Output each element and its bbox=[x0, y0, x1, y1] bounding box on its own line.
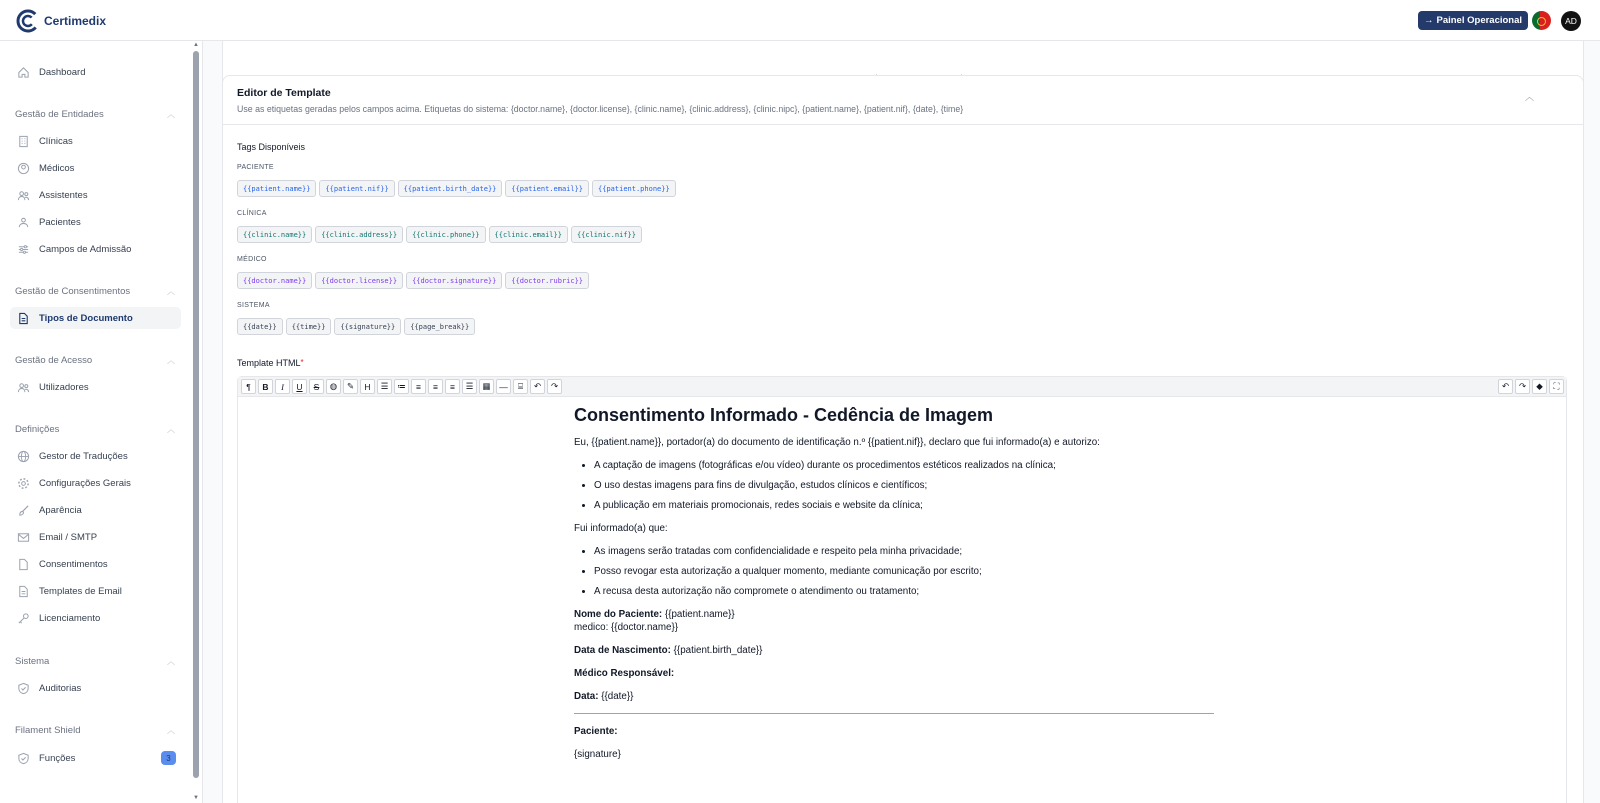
align-right-icon[interactable]: ≡ bbox=[445, 379, 460, 394]
sidebar-item-label: Consentimentos bbox=[39, 558, 108, 570]
tag-group-label: CLÍNICA bbox=[237, 210, 267, 217]
tag-chip[interactable]: {{clinic.nif}} bbox=[571, 226, 642, 243]
sidebar bbox=[0, 41, 203, 803]
scroll-down-icon[interactable]: ▼ bbox=[193, 795, 199, 801]
group-title: Gestão de Consentimentos bbox=[15, 286, 131, 297]
patient-name-line bbox=[574, 608, 1214, 634]
users-icon bbox=[16, 188, 30, 202]
section-title: Editor de Template bbox=[237, 87, 331, 99]
group-title: Definições bbox=[15, 424, 60, 435]
sidebar-scrollbar[interactable] bbox=[193, 51, 199, 778]
highlighter-icon[interactable]: ✎ bbox=[343, 379, 358, 394]
tag-chip[interactable]: {{patient.nif}} bbox=[319, 180, 394, 197]
sidebar-item-label: Aparência bbox=[39, 504, 82, 516]
italic-icon[interactable]: I bbox=[275, 379, 290, 394]
sidebar-item-tipos-documento[interactable] bbox=[10, 307, 181, 329]
bold-icon[interactable]: B bbox=[258, 379, 273, 394]
date-label: Data: bbox=[574, 691, 599, 702]
date-line bbox=[574, 690, 1214, 703]
chevron-up-icon: ︿ bbox=[167, 287, 175, 296]
sidebar-item-funcoes[interactable] bbox=[10, 747, 181, 769]
document-icon bbox=[16, 557, 30, 571]
tag-group-label: SISTEMA bbox=[237, 302, 270, 309]
template-html-label-text: Template HTML bbox=[237, 358, 301, 368]
document-intro: Eu, {{patient.name}}, portador(a) do documento de identificação n.º {{patient.nif}}, declaro que fui informado(a) e autorizo: bbox=[574, 437, 1100, 448]
document-icon bbox=[16, 311, 30, 325]
chevron-up-icon: ︿ bbox=[167, 657, 175, 666]
shield-check-icon bbox=[16, 681, 30, 695]
painel-operacional-label: Painel Operacional bbox=[1436, 15, 1523, 26]
sidebar-item-label: Assistentes bbox=[39, 189, 88, 201]
required-mark: * bbox=[300, 358, 304, 367]
scroll-up-icon[interactable]: ▲ bbox=[193, 42, 199, 48]
sidebar-item-consentimentos[interactable] bbox=[10, 553, 181, 575]
fullscreen-icon[interactable]: ⛶ bbox=[1549, 379, 1564, 394]
tag-chip[interactable]: {{doctor.name}} bbox=[237, 272, 312, 289]
document-title: Consentimento Informado - Cedência de Imagem bbox=[574, 405, 994, 425]
envelope-icon bbox=[16, 530, 30, 544]
tag-row-clinica bbox=[237, 226, 642, 243]
group-gestao-acesso[interactable] bbox=[15, 355, 175, 366]
align-left-icon[interactable]: ≡ bbox=[411, 379, 426, 394]
tag-chip[interactable]: {{doctor.signature}} bbox=[406, 272, 502, 289]
information-list bbox=[594, 545, 1214, 598]
section-header[interactable] bbox=[223, 76, 1583, 125]
sidebar-item-aparencia[interactable] bbox=[10, 499, 181, 521]
home-icon bbox=[16, 65, 30, 79]
redo-icon[interactable]: ↷ bbox=[1515, 379, 1530, 394]
undo-icon[interactable]: ↶ bbox=[1498, 379, 1513, 394]
user-circle-icon bbox=[16, 161, 30, 175]
ordered-list-icon[interactable]: ≔ bbox=[394, 379, 409, 394]
shield-check-icon bbox=[16, 751, 30, 765]
group-definicoes[interactable] bbox=[15, 424, 175, 435]
toolbar-right bbox=[1498, 379, 1564, 394]
key-icon bbox=[16, 611, 30, 625]
tag-group-label: MÉDICO bbox=[237, 256, 267, 263]
group-filament-shield[interactable] bbox=[15, 725, 175, 736]
list-item: • Posso revogar esta autorização a qualquer momento, mediante comunicação por escrito; bbox=[594, 565, 1214, 578]
sidebar-item-label: Auditorias bbox=[39, 682, 82, 694]
sidebar-item-label: Pacientes bbox=[39, 216, 81, 228]
list-item: • A recusa desta autorização não compromete o atendimento ou tratamento; bbox=[594, 585, 1214, 598]
certimedix-logo-icon bbox=[16, 9, 40, 33]
tag-chip[interactable]: {{clinic.phone}} bbox=[406, 226, 485, 243]
template-editor-section bbox=[222, 75, 1584, 803]
informed-heading: Fui informado(a) que: bbox=[574, 523, 668, 534]
sidebar-item-label: Tipos de Documento bbox=[39, 312, 133, 324]
sidebar-item-label: Licenciamento bbox=[39, 612, 101, 624]
source-code-icon[interactable]: ⌸ bbox=[513, 379, 528, 394]
sidebar-item-label: Gestor de Traduções bbox=[39, 450, 128, 462]
sidebar-item-label: Campos de Admissão bbox=[39, 243, 132, 255]
tag-chip[interactable]: {{clinic.address}} bbox=[315, 226, 403, 243]
globe-icon bbox=[16, 449, 30, 463]
sidebar-item-label: Médicos bbox=[39, 162, 75, 174]
sidebar-item-medicos[interactable] bbox=[10, 157, 181, 179]
horizontal-rule-icon[interactable]: — bbox=[496, 379, 511, 394]
list-item: • As imagens serão tratadas com confidencialidade e respeito pela minha privacidade; bbox=[594, 545, 1214, 558]
sidebar-item-auditorias[interactable] bbox=[10, 677, 181, 699]
tag-chip[interactable]: {{patient.name}} bbox=[237, 180, 316, 197]
medico-line: medico: {{doctor.name}} bbox=[574, 622, 679, 633]
chevron-up-icon: ︿ bbox=[167, 726, 175, 735]
group-title: Gestão de Entidades bbox=[15, 109, 104, 120]
tag-row-medico bbox=[237, 272, 589, 289]
sidebar-item-campos-admissao[interactable] bbox=[10, 238, 181, 260]
tag-chip[interactable]: {{clinic.name}} bbox=[237, 226, 312, 243]
chevron-up-icon: ︿ bbox=[167, 425, 175, 434]
birth-date-label: Data de Nascimento: bbox=[574, 645, 671, 656]
doctor-label: Médico Responsável: bbox=[574, 668, 675, 679]
sidebar-item-clinicas[interactable] bbox=[10, 130, 181, 152]
paragraph-icon[interactable]: ¶ bbox=[241, 379, 256, 394]
paintbrush-icon bbox=[16, 503, 30, 517]
list-item: • O uso destas imagens para fins de divulgação, estudos clínicos e científicos; bbox=[594, 479, 1214, 492]
user-avatar[interactable]: AD bbox=[1561, 11, 1581, 31]
tag-chip[interactable]: {{signature}} bbox=[334, 318, 401, 335]
painel-operacional-button[interactable] bbox=[1418, 11, 1528, 30]
signature-placeholder: {signature} bbox=[574, 749, 621, 760]
sidebar-item-email-smtp[interactable] bbox=[10, 526, 181, 548]
align-justify-icon[interactable]: ☰ bbox=[462, 379, 477, 394]
chevron-up-icon: ︿ bbox=[167, 110, 175, 119]
tag-chip[interactable]: {{doctor.rubric}} bbox=[505, 272, 589, 289]
brand-logo[interactable] bbox=[16, 9, 106, 33]
patient-label: Paciente: bbox=[574, 726, 618, 737]
tags-title: Tags Disponíveis bbox=[237, 142, 306, 152]
group-gestao-consentimentos[interactable] bbox=[15, 286, 175, 297]
sidebar-item-assistentes[interactable] bbox=[10, 184, 181, 206]
strikethrough-icon[interactable]: S bbox=[309, 379, 324, 394]
section-description: Use as etiquetas geradas pelos campos acima. Etiquetas do sistema: {doctor.name}, {doctor.license}, {clinic.name}, {clinic.address}, {clinic.nipc}, {patient.name}, {patient.nif}, {date}, {time} bbox=[237, 104, 964, 114]
divider bbox=[574, 713, 1214, 714]
building-icon bbox=[16, 134, 30, 148]
group-gestao-entidades[interactable] bbox=[15, 109, 175, 120]
sidebar-item-label: Utilizadores bbox=[39, 381, 89, 393]
tag-chip[interactable]: {{doctor.license}} bbox=[315, 272, 403, 289]
birth-date-value: {{patient.birth_date}} bbox=[673, 645, 763, 656]
rich-text-editor[interactable] bbox=[237, 376, 1567, 803]
palette-icon[interactable]: ◍ bbox=[326, 379, 341, 394]
arrow-right-icon: → bbox=[1424, 15, 1434, 26]
tag-chip[interactable]: {{time}} bbox=[286, 318, 332, 335]
top-bar bbox=[0, 0, 1600, 41]
tag-chip[interactable]: {{patient.email}} bbox=[505, 180, 589, 197]
editor-toolbar bbox=[238, 377, 1566, 397]
toolbar-left bbox=[241, 379, 562, 394]
document-text-icon bbox=[16, 584, 30, 598]
document-content[interactable] bbox=[574, 405, 1214, 771]
align-center-icon[interactable]: ≡ bbox=[428, 379, 443, 394]
tag-row-paciente bbox=[237, 180, 676, 197]
brand-name: Certimedix bbox=[44, 14, 107, 28]
sidebar-item-configuracoes-gerais[interactable] bbox=[10, 472, 181, 494]
chevron-up-icon: ︿ bbox=[167, 356, 175, 365]
tag-chip[interactable]: {{patient.birth_date}} bbox=[398, 180, 503, 197]
doctor-line bbox=[574, 667, 1214, 680]
tag-chip[interactable]: {{clinic.email}} bbox=[489, 226, 568, 243]
redo-icon[interactable]: ↷ bbox=[547, 379, 562, 394]
language-flag-icon[interactable] bbox=[1532, 11, 1551, 30]
tag-chip[interactable]: {{date}} bbox=[237, 318, 283, 335]
sidebar-item-label: Templates de Email bbox=[39, 585, 122, 597]
group-title: Filament Shield bbox=[15, 725, 81, 736]
template-html-label bbox=[237, 358, 304, 368]
sidebar-item-templates-email[interactable] bbox=[10, 580, 181, 602]
heading-icon[interactable]: H bbox=[360, 379, 375, 394]
list-item: • A publicação em materiais promocionais, redes sociais e website da clínica; bbox=[594, 499, 1214, 512]
main-content bbox=[203, 41, 1600, 803]
bullet-list-icon[interactable]: ☰ bbox=[377, 379, 392, 394]
sidebar-item-label: Dashboard bbox=[39, 66, 86, 78]
gear-icon bbox=[16, 476, 30, 490]
sliders-icon bbox=[16, 242, 30, 256]
sidebar-item-licenciamento[interactable] bbox=[10, 607, 181, 629]
tag-chip[interactable]: {{page_break}} bbox=[404, 318, 475, 335]
authorization-list bbox=[594, 459, 1214, 512]
table-icon[interactable]: ▦ bbox=[479, 379, 494, 394]
eraser-icon[interactable]: ◆ bbox=[1532, 379, 1547, 394]
sidebar-item-utilizadores[interactable] bbox=[10, 376, 181, 398]
birth-date-line bbox=[574, 644, 1214, 657]
chevron-up-icon[interactable]: ︿ bbox=[1525, 92, 1535, 102]
sidebar-item-label: Clínicas bbox=[39, 135, 73, 147]
patient-signature-heading bbox=[574, 725, 1214, 738]
group-title: Sistema bbox=[15, 656, 50, 667]
underline-icon[interactable]: U bbox=[292, 379, 307, 394]
tag-row-sistema bbox=[237, 318, 475, 335]
sidebar-item-label: Funções bbox=[39, 752, 76, 764]
user-group-icon bbox=[16, 215, 30, 229]
count-badge: 3 bbox=[161, 751, 176, 765]
patient-name-value: {{patient.name}} bbox=[664, 609, 735, 620]
sidebar-item-dashboard[interactable] bbox=[10, 61, 181, 83]
sidebar-item-label: Configurações Gerais bbox=[39, 477, 131, 489]
group-title: Gestão de Acesso bbox=[15, 355, 93, 366]
users-icon bbox=[16, 380, 30, 394]
sidebar-item-gestor-traducoes[interactable] bbox=[10, 445, 181, 467]
group-sistema[interactable] bbox=[15, 656, 175, 667]
patient-name-label: Nome do Paciente: bbox=[574, 609, 663, 620]
sidebar-item-label: Email / SMTP bbox=[39, 531, 98, 543]
sidebar-item-pacientes[interactable] bbox=[10, 211, 181, 233]
tag-chip[interactable]: {{patient.phone}} bbox=[592, 180, 676, 197]
list-item: • A captação de imagens (fotográficas e/ou vídeo) durante os procedimentos estéticos realizados na clínica; bbox=[594, 459, 1214, 472]
date-value: {{date}} bbox=[601, 691, 634, 702]
undo-icon[interactable]: ↶ bbox=[530, 379, 545, 394]
tag-group-label: PACIENTE bbox=[237, 164, 274, 171]
